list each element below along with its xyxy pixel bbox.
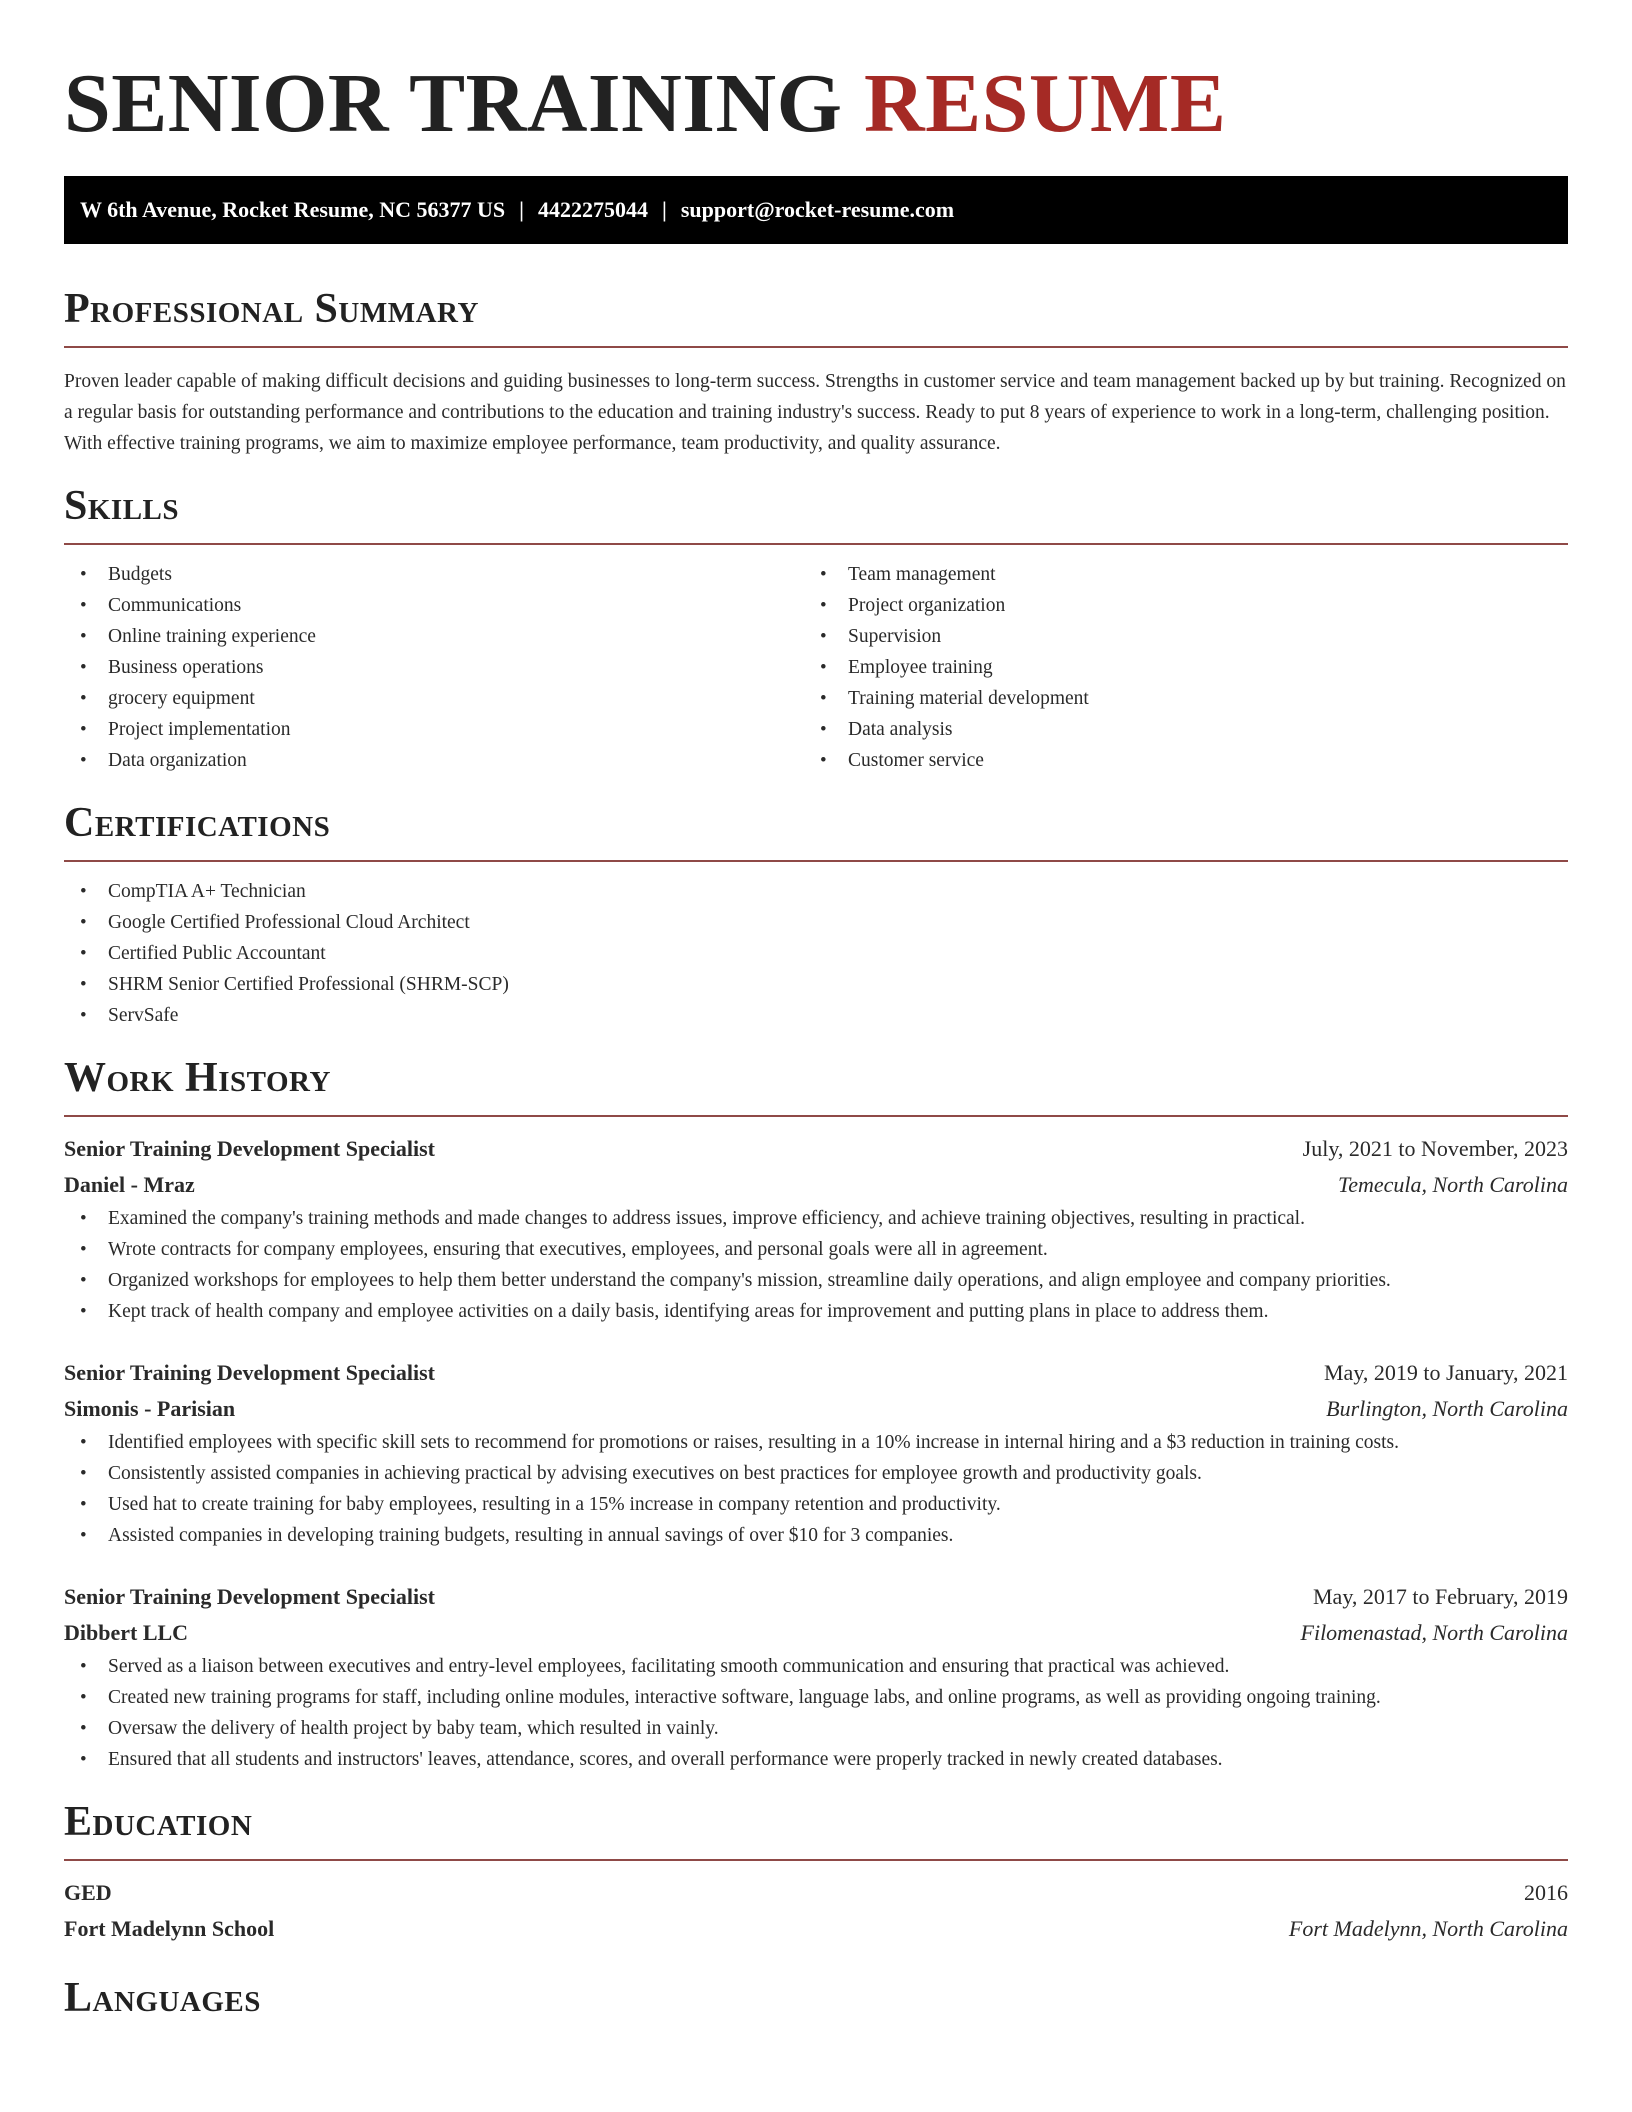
job-header-row: [64, 1579, 1568, 1615]
job-title: Senior Training Development Specialist: [64, 1584, 435, 1609]
job-dates: July, 2021 to November, 2023: [1302, 1136, 1568, 1161]
job-bullet: • Kept track of health company and employee activities on a daily basis, identifying areas for improvement and putting plans in place to address them.: [64, 1296, 1568, 1327]
section-divider: [64, 543, 1568, 545]
job-company: Dibbert LLC: [64, 1620, 189, 1645]
job-header-row: [64, 1131, 1568, 1167]
education-school-row: [64, 1911, 1568, 1947]
job-bullet: • Consistently assisted companies in achieving practical by advising executives on best practices for employee growth and productivity goals.: [64, 1458, 1568, 1489]
skill-item: • Data organization: [64, 745, 804, 776]
section-title-summary: Professional Summary: [64, 286, 479, 332]
section-title-education: Education: [64, 1799, 253, 1845]
skills-section: [64, 481, 1568, 776]
skill-item: • Budgets: [64, 559, 804, 590]
contact-separator: |: [661, 197, 667, 222]
job-bullet: • Assisted companies in developing training budgets, resulting in annual savings of over $10 for 3 companies.: [64, 1520, 1568, 1551]
skill-item: • Supervision: [804, 621, 1544, 652]
contact-address: W 6th Avenue, Rocket Resume, NC 56377 US: [80, 197, 506, 222]
job-location: Filomenastad, North Carolina: [1300, 1620, 1568, 1645]
job-title: Senior Training Development Specialist: [64, 1360, 435, 1385]
job-company: Daniel - Mraz: [64, 1172, 195, 1197]
summary-text: Proven leader capable of making difficult decisions and guiding businesses to long-term success. Strengths in customer service and team management backed up by but training. Recognized on a regular basis for outstanding performance and contributions to the education and training industry's success. Ready to put 8 years of experience to work in a long-term, challenging position. With effective training programs, we aim to maximize employee performance, team productivity, and quality assurance.: [64, 371, 1566, 454]
job-company: Simonis - Parisian: [64, 1396, 236, 1421]
job-bullet: • Identified employees with specific skill sets to recommend for promotions or raises, resulting in a 10% increase in internal hiring and a $3 reduction in training costs.: [64, 1427, 1568, 1458]
certification-item: • CompTIA A+ Technician: [64, 876, 1568, 907]
certification-item: • SHRM Senior Certified Professional (SHRM-SCP): [64, 969, 1568, 1000]
section-title-work-history: Work History: [64, 1055, 331, 1101]
section-divider: [64, 1115, 1568, 1117]
job-bullets: [64, 1427, 1568, 1551]
job-bullet: • Examined the company's training methods and made changes to address issues, improve efficiency, and achieve training objectives, resulting in practical.: [64, 1203, 1568, 1234]
job-entry: [64, 1579, 1568, 1775]
job-header-row: [64, 1355, 1568, 1391]
certification-item: • Google Certified Professional Cloud Architect: [64, 907, 1568, 938]
job-entry: [64, 1355, 1568, 1551]
job-location: Temecula, North Carolina: [1337, 1172, 1568, 1197]
education-year: 2016: [1524, 1880, 1568, 1905]
section-title-certifications: Certifications: [64, 800, 331, 846]
certifications-section: [64, 798, 1568, 1031]
job-bullet: • Ensured that all students and instructors' leaves, attendance, scores, and overall performance were properly tracked in newly created databases.: [64, 1744, 1568, 1775]
education-degree: GED: [64, 1880, 112, 1905]
contact-bar: [64, 176, 1568, 244]
skills-columns: [64, 559, 1568, 776]
job-bullet: • Wrote contracts for company employees, ensuring that executives, employees, and personal goals were all in agreement.: [64, 1234, 1568, 1265]
job-bullet: • Created new training programs for staff, including online modules, interactive software, language labs, and online programs, as well as providing ongoing training.: [64, 1682, 1568, 1713]
certification-item: • ServSafe: [64, 1000, 1568, 1031]
skill-item: • Data analysis: [804, 714, 1544, 745]
education-school: Fort Madelynn School: [64, 1916, 275, 1941]
certifications-list: [64, 876, 1568, 1031]
contact-phone: 4422275044: [537, 197, 648, 222]
skill-item: • grocery equipment: [64, 683, 804, 714]
job-bullet: • Served as a liaison between executives and entry-level employees, facilitating smooth communication and ensuring that practical was achieved.: [64, 1651, 1568, 1682]
skill-item: • Communications: [64, 590, 804, 621]
job-bullets: [64, 1651, 1568, 1775]
skill-item: • Team management: [804, 559, 1544, 590]
education-degree-row: [64, 1875, 1568, 1911]
skill-item: • Employee training: [804, 652, 1544, 683]
section-divider: [64, 346, 1568, 348]
job-company-row: [64, 1391, 1568, 1427]
contact-email[interactable]: support@rocket-resume.com: [680, 197, 955, 222]
job-bullet: • Used hat to create training for baby employees, resulting in a 15% increase in company retention and productivity.: [64, 1489, 1568, 1520]
summary-section: [64, 284, 1568, 459]
skills-list-right: [804, 559, 1544, 776]
job-entry: [64, 1131, 1568, 1327]
skill-item: • Online training experience: [64, 621, 804, 652]
certification-item: • Certified Public Accountant: [64, 938, 1568, 969]
section-divider: [64, 860, 1568, 862]
resume-title: [64, 0, 1568, 154]
section-title-languages: Languages: [64, 1975, 261, 2021]
work-history-section: [64, 1053, 1568, 1775]
job-bullets: [64, 1203, 1568, 1327]
skill-item: • Customer service: [804, 745, 1544, 776]
job-location: Burlington, North Carolina: [1326, 1396, 1568, 1421]
contact-separator: |: [519, 197, 524, 222]
education-section: [64, 1797, 1568, 1947]
skill-item: • Project organization: [804, 590, 1544, 621]
skills-list-left: [64, 559, 804, 776]
section-title-skills: Skills: [64, 483, 180, 529]
job-company-row: [64, 1615, 1568, 1651]
education-location: Fort Madelynn, North Carolina: [1288, 1916, 1568, 1941]
job-company-row: [64, 1167, 1568, 1203]
title-main: SENIOR TRAINING: [64, 57, 843, 150]
skill-item: • Training material development: [804, 683, 1544, 714]
skill-item: • Business operations: [64, 652, 804, 683]
languages-section: [64, 1973, 1568, 2023]
title-accent: RESUME: [863, 57, 1227, 150]
job-title: Senior Training Development Specialist: [64, 1136, 435, 1161]
skill-item: • Project implementation: [64, 714, 804, 745]
section-divider: [64, 1859, 1568, 1861]
education-entry: [64, 1875, 1568, 1947]
job-bullet: • Oversaw the delivery of health project by baby team, which resulted in vainly.: [64, 1713, 1568, 1744]
job-dates: May, 2017 to February, 2019: [1313, 1584, 1568, 1609]
job-bullet: • Organized workshops for employees to help them better understand the company's mission, streamline daily operations, and align employee and company priorities.: [64, 1265, 1568, 1296]
job-dates: May, 2019 to January, 2021: [1324, 1360, 1568, 1385]
